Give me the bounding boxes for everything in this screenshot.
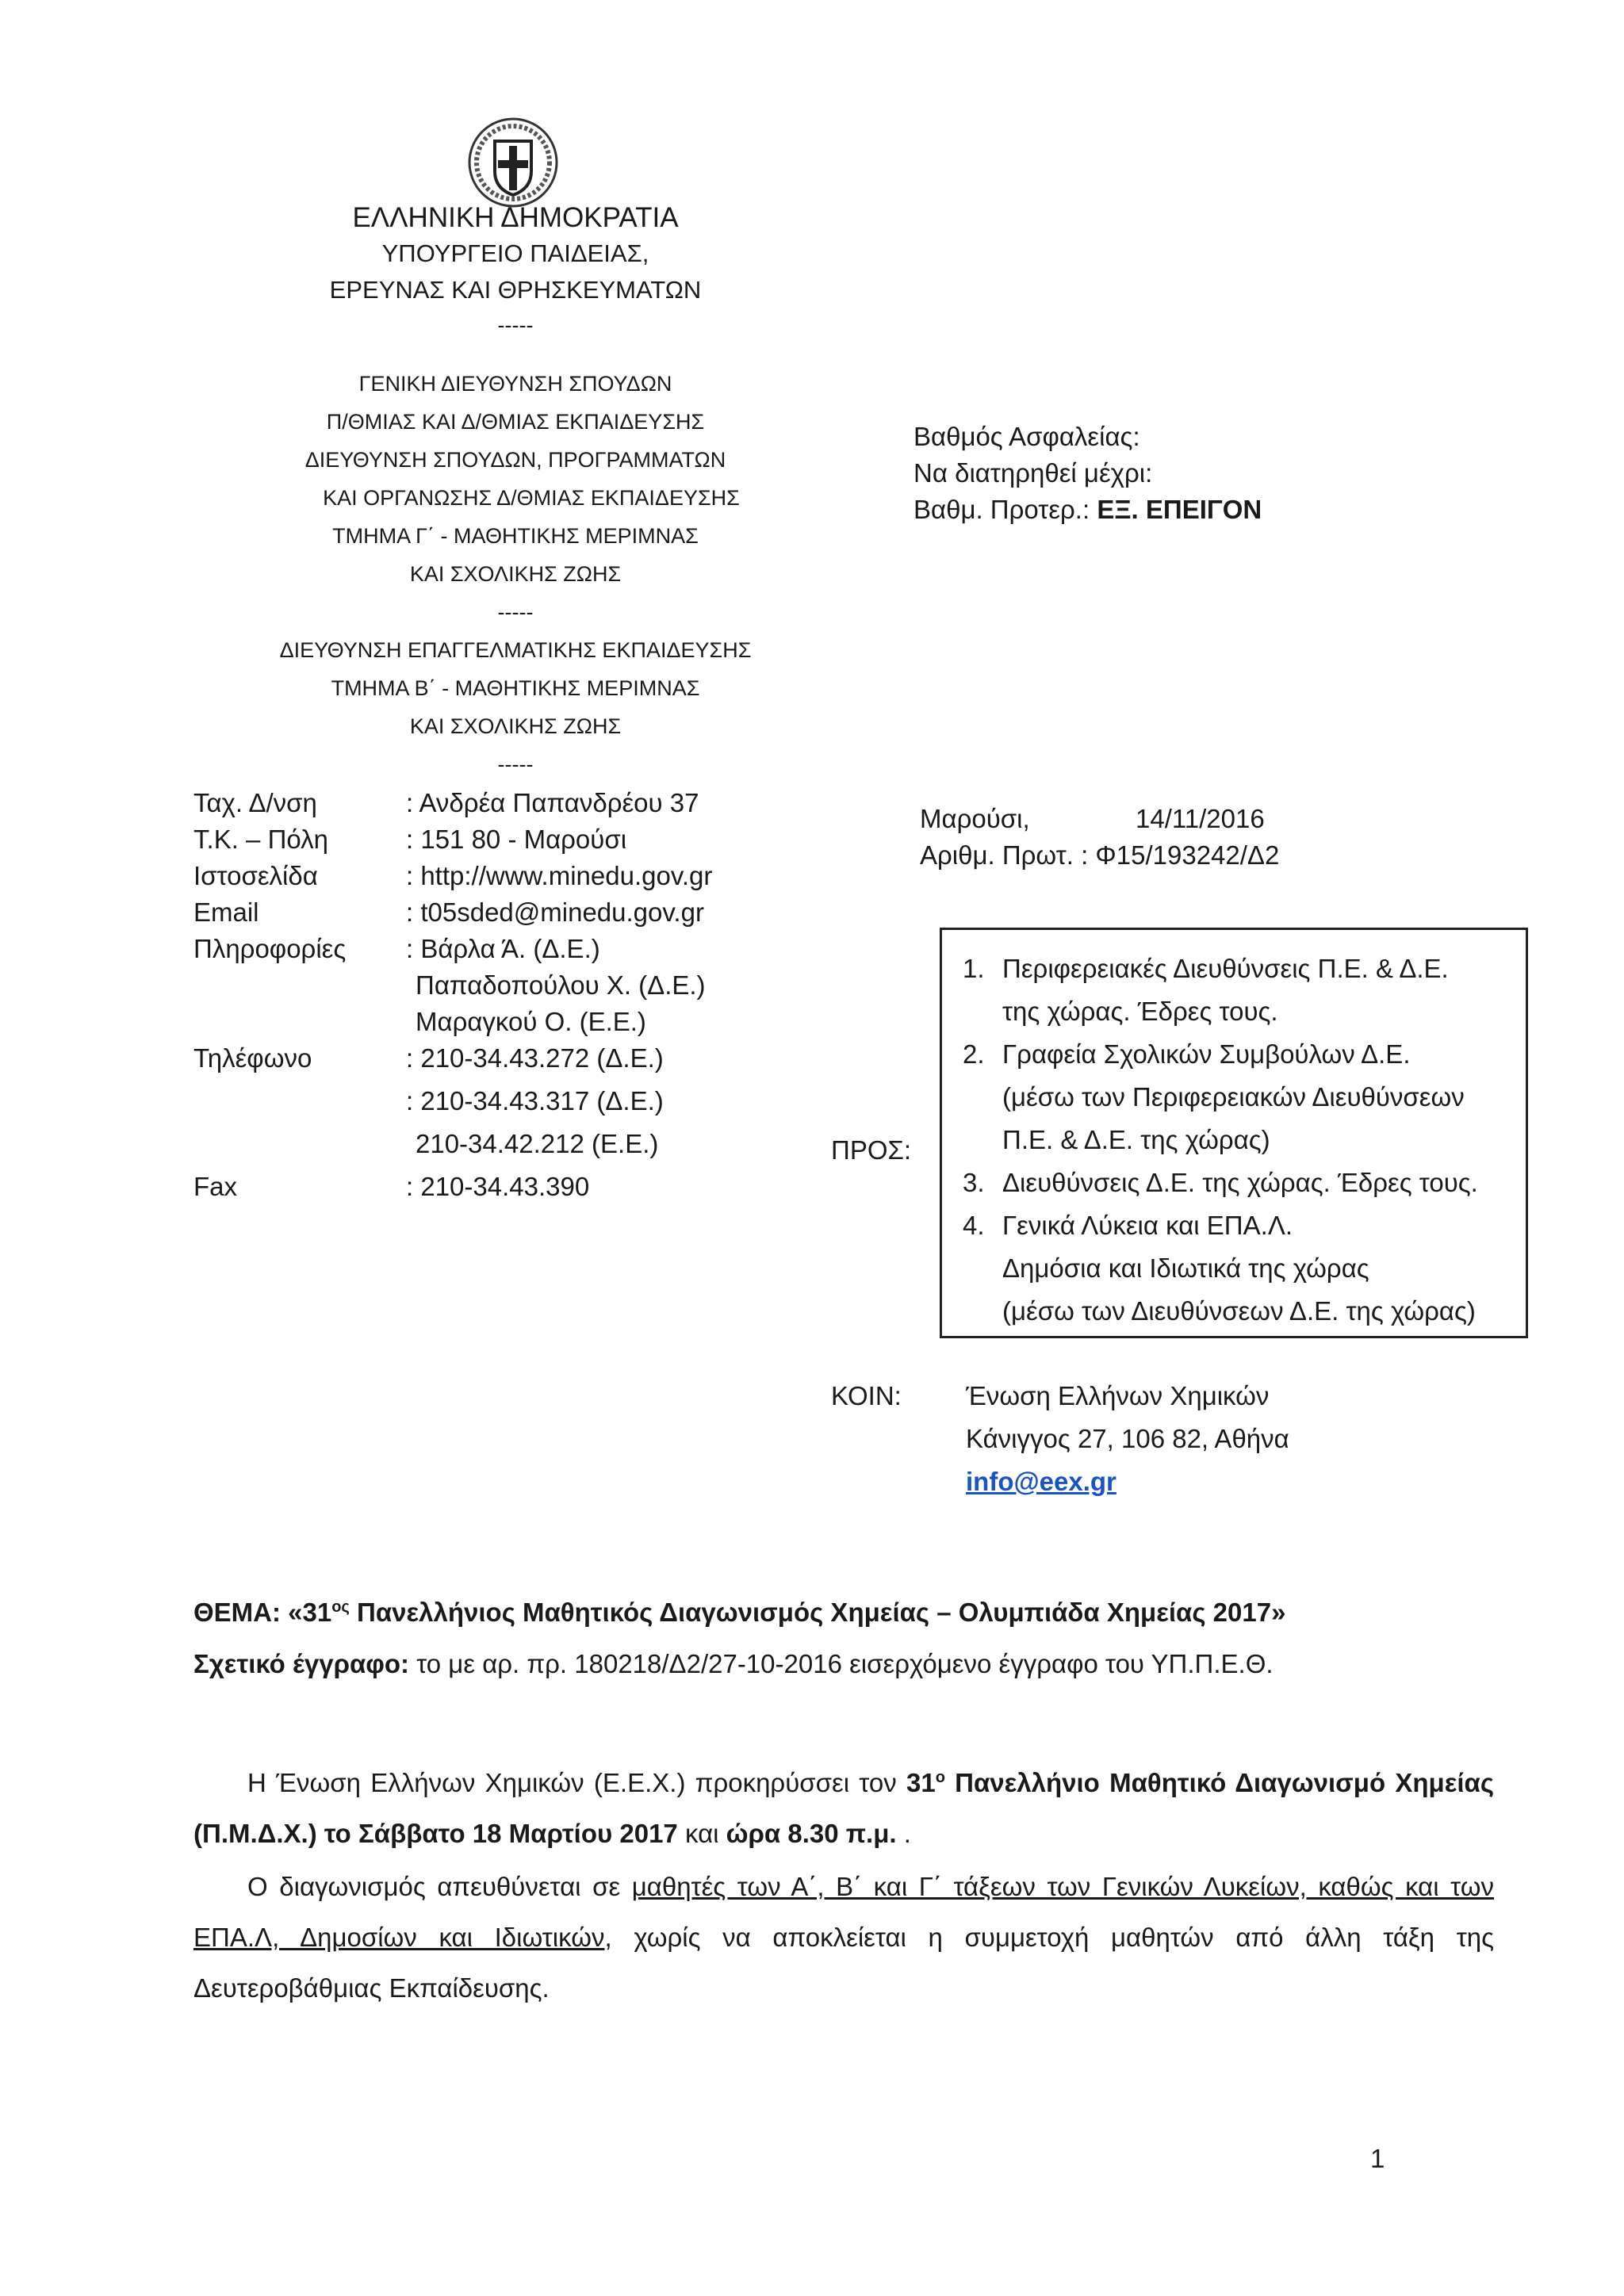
recipients-box xyxy=(940,928,1528,1338)
cc-email xyxy=(966,1464,1116,1500)
dept-line: ΚΑΙ ΣΧΟΛΙΚΗΣ ΖΩΗΣ xyxy=(409,714,622,738)
p2-text: Ο διαγωνισμός απευθύνεται σε xyxy=(247,1872,632,1901)
p1-ordinal-number: 31 xyxy=(906,1768,936,1797)
contact-value: : 151 80 - Μαρούσι xyxy=(406,825,627,854)
p2-text: , χωρίς να αποκλείεται η συμμετοχή μαθητών από άλλη τάξη της Δευτεροβάθμιας Εκπαίδευσης. xyxy=(193,1923,1494,2003)
p1-time: ώρα 8.30 π.μ. xyxy=(726,1819,897,1848)
p1-ordinal-sup: ο xyxy=(935,1769,945,1786)
paragraph-1 xyxy=(193,1752,1494,1859)
recipient-text: Διευθύνσεις Δ.Ε. της χώρας. Έδρες τους. xyxy=(1002,1168,1478,1197)
contact-value: : t05sded@minedu.gov.gr xyxy=(406,897,704,927)
recipient-number: 1. xyxy=(963,954,985,983)
contact-value: 210-34.42.212 (Ε.Ε.) xyxy=(416,1129,659,1158)
separator: ----- xyxy=(497,752,534,776)
subject-sup: ος xyxy=(331,1598,350,1616)
ministry-line-2: ΕΡΕΥΝΑΣ ΚΑΙ ΘΡΗΣΚΕΥΜΑΤΩΝ xyxy=(329,276,702,304)
cc-label: ΚΟΙΝ: xyxy=(831,1381,902,1410)
contact-value: : Ανδρέα Παπανδρέου 37 xyxy=(406,788,699,817)
recipient-number: 3. xyxy=(963,1168,985,1197)
recipient-text: Γενικά Λύκεια και ΕΠΑ.Λ. xyxy=(1002,1211,1293,1240)
cc-org: Ένωση Ελλήνων Χημικών xyxy=(966,1381,1270,1410)
contact-value: : http://www.minedu.gov.gr xyxy=(406,861,713,890)
keep-until: Να διατηρηθεί μέχρι: xyxy=(914,458,1153,488)
p1-text: και xyxy=(677,1819,726,1848)
p2-audience: μαθητές των Α΄, Β΄ και Γ΄ τάξεων των Γενικών Λυκείων, καθώς και των ΕΠΑ.Λ, Δημοσίων και Ιδιωτικών xyxy=(193,1872,1494,1952)
separator: ----- xyxy=(497,600,534,624)
cc-address: Κάνιγγος 27, 106 82, Αθήνα xyxy=(966,1424,1289,1453)
related-doc-label: Σχετικό έγγραφο: xyxy=(193,1649,410,1678)
contact-value: Μαραγκού Ο. (Ε.Ε.) xyxy=(416,1007,646,1036)
p1-ordinal xyxy=(906,1768,945,1797)
priority xyxy=(914,492,1262,528)
ministry-line-1: ΥΠΟΥΡΓΕΙΟ ΠΑΙΔΕΙΑΣ, xyxy=(381,239,649,267)
subject-label: ΘΕΜΑ: «31 xyxy=(193,1598,332,1627)
contact-value: : 210-34.43.317 (Δ.Ε.) xyxy=(406,1086,664,1115)
subject-line xyxy=(193,1589,1285,1631)
cc-email-link[interactable]: info@eex.gr xyxy=(966,1467,1116,1496)
recipient-number: 4. xyxy=(963,1211,985,1240)
contact-value: : Βάρλα Ά. (Δ.Ε.) xyxy=(406,934,600,963)
related-doc-text: το με αρ. πρ. 180218/Δ2/27-10-2016 εισερχόμενο έγγραφο του ΥΠ.Π.Ε.Θ. xyxy=(409,1649,1274,1678)
dept-line: ΔΙΕΥΘΥΝΣΗ ΣΠΟΥΔΩΝ, ΠΡΟΓΡΑΜΜΑΤΩΝ xyxy=(304,448,726,472)
protocol-number: Αριθμ. Πρωτ. : Φ15/193242/Δ2 xyxy=(920,840,1280,870)
priority-value: ΕΞ. ΕΠΕΙΓΟΝ xyxy=(1097,495,1262,524)
contact-value: : 210-34.43.272 (Δ.Ε.) xyxy=(406,1043,664,1073)
related-doc-line xyxy=(193,1646,1274,1682)
contact-label: Πληροφορίες xyxy=(193,934,347,963)
date-value: 14/11/2016 xyxy=(1136,804,1265,833)
contact-label: Τ.Κ. – Πόλη xyxy=(193,825,328,854)
separator: ----- xyxy=(497,313,534,337)
recipient-text: Π.Ε. & Δ.Ε. της χώρας) xyxy=(1002,1125,1270,1154)
contact-value: Παπαδοπούλου Χ. (Δ.Ε.) xyxy=(416,970,706,1000)
dept-line: Π/ΘΜΙΑΣ ΚΑΙ Δ/ΘΜΙΑΣ ΕΚΠΑΙΔΕΥΣΗΣ xyxy=(326,410,705,434)
recipient-text: (μέσω των Διευθύνσεων Δ.Ε. της χώρας) xyxy=(1002,1296,1476,1326)
contact-value: : 210-34.43.390 xyxy=(406,1172,590,1201)
recipient-text: Περιφερειακές Διευθύνσεις Π.Ε. & Δ.Ε. xyxy=(1002,954,1449,983)
contact-label: Τηλέφωνο xyxy=(193,1043,312,1073)
date-place: Μαρούσι, xyxy=(920,804,1030,833)
subject-text: Πανελλήνιος Μαθητικός Διαγωνισμός Χημείας – Ολυμπιάδα Χημείας 2017» xyxy=(349,1598,1286,1627)
page-number: 1 xyxy=(1370,2144,1385,2173)
p1-text: . xyxy=(896,1819,911,1848)
dept-line: ΔΙΕΥΘΥΝΣΗ ΕΠΑΓΓΕΛΜΑΤΙΚΗΣ ΕΚΠΑΙΔΕΥΣΗΣ xyxy=(279,638,752,662)
contact-label: Email xyxy=(193,897,259,927)
recipient-text: Δημόσια και Ιδιωτικά της χώρας xyxy=(1002,1253,1369,1283)
dept-line: ΤΜΗΜΑ Β΄ - ΜΑΘΗΤΙΚΗΣ ΜΕΡΙΜΝΑΣ xyxy=(331,676,700,700)
contact-label: Ταχ. Δ/νση xyxy=(193,788,317,817)
p1-contest-name: Πανελλήνιο Μαθητικό Διαγωνισμό Χημείας (Π.Μ.Δ.Χ.) το Σάββατο 18 Μαρτίου 2017 xyxy=(193,1768,1494,1848)
contact-label: Fax xyxy=(193,1172,238,1201)
recipient-text: της χώρας. Έδρες τους. xyxy=(1002,997,1278,1026)
recipient-text: (μέσω των Περιφερειακών Διευθύνσεων xyxy=(1002,1082,1465,1112)
security-level: Βαθμός Ασφαλείας: xyxy=(914,422,1140,451)
contact-label: Ιστοσελίδα xyxy=(193,861,318,890)
dept-line: ΓΕΝΙΚΗ ΔΙΕΥΘΥΝΣΗ ΣΠΟΥΔΩΝ xyxy=(358,372,672,396)
recipients-label: ΠΡΟΣ: xyxy=(831,1135,912,1165)
greek-emblem xyxy=(466,116,560,209)
paragraph-2 xyxy=(193,1862,1494,2014)
recipient-number: 2. xyxy=(963,1039,985,1069)
dept-line: ΚΑΙ ΣΧΟΛΙΚΗΣ ΖΩΗΣ xyxy=(409,562,622,586)
dept-line: ΤΜΗΜΑ Γ΄ - ΜΑΘΗΤΙΚΗΣ ΜΕΡΙΜΝΑΣ xyxy=(332,524,699,548)
recipient-text: Γραφεία Σχολικών Συμβούλων Δ.Ε. xyxy=(1002,1039,1411,1069)
country-title: ΕΛΛΗΝΙΚΗ ΔΗΜΟΚΡΑΤΙΑ xyxy=(352,202,679,233)
priority-label: Βαθμ. Προτερ.: xyxy=(914,495,1097,524)
dept-line: ΚΑΙ ΟΡΓΑΝΩΣΗΣ Δ/ΘΜΙΑΣ ΕΚΠΑΙΔΕΥΣΗΣ xyxy=(323,486,740,510)
p1-text: Η Ένωση Ελλήνων Χημικών (Ε.Ε.Χ.) προκηρύσσει τον xyxy=(247,1768,906,1797)
